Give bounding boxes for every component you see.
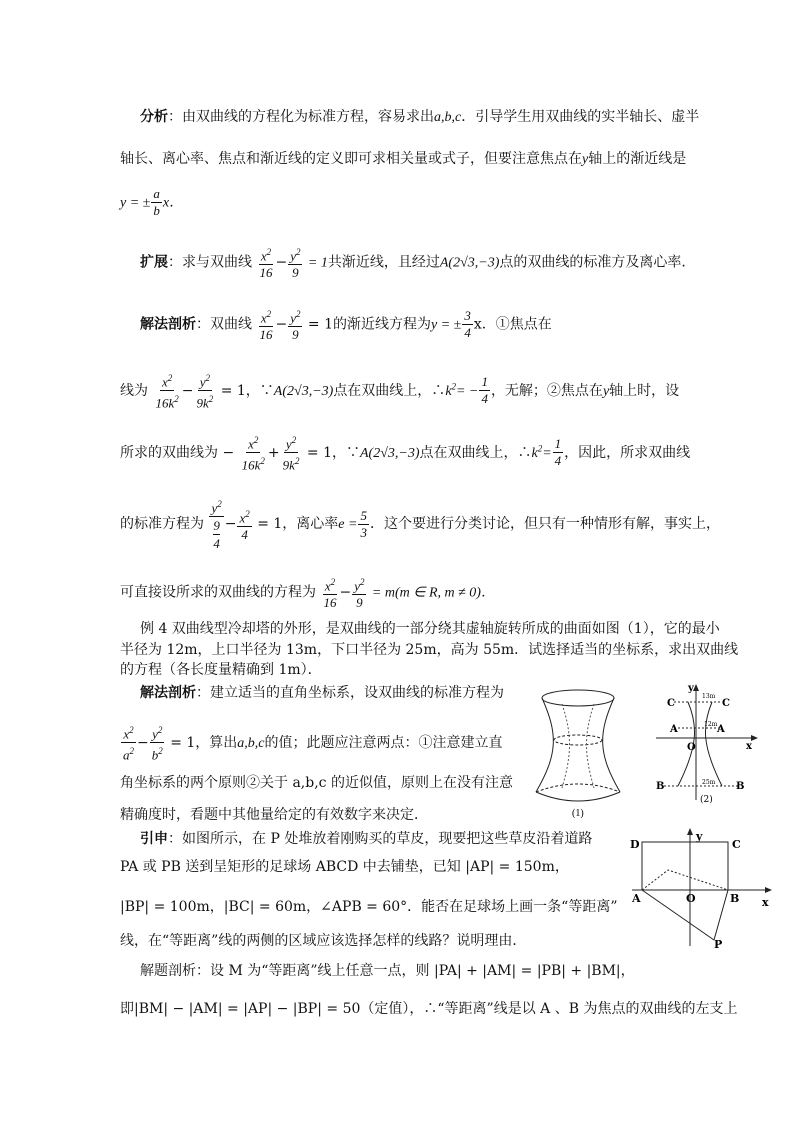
var: b <box>151 747 159 763</box>
math: $k^2$ <box>445 381 457 399</box>
example4-line-1: 例 4 双曲线型冷却塔的外形，是双曲线的一部分绕其虚轴旋转所成的曲面如图（1），它的最小 <box>140 621 720 637</box>
text: ．引导学生用双曲线的实半轴长、虚半 <box>461 109 700 125</box>
fraction <box>257 244 274 281</box>
math: a,b,c <box>237 735 265 751</box>
numerator: $y^2$ <box>284 432 298 453</box>
text: 可直接设所求的双曲线的方程为 <box>120 584 316 601</box>
fraction <box>240 432 267 474</box>
denominator: 4 <box>481 391 488 407</box>
solution2-label: 解法剖析 <box>140 685 196 701</box>
tower-coordinate-figure <box>650 682 762 806</box>
solution-line-2: 线为 $\frac{x^2}{16k^2}$ − $\frac{y^2}{9k^2}$ = 1，∵A(2√3,−3)点在双曲线上，$\therefore k^2=$ − $\frac{1}{4}$ ，无解；②焦点在y轴上时，设 <box>120 370 679 412</box>
label-a-left: A <box>670 724 678 735</box>
var: k <box>445 383 452 399</box>
solution-line-1: 解法剖析：双曲线 $\frac{x^2}{16}$ − $\frac{y^2}{9}$ = 1的渐近线方程为y = ± $\frac{3}{4}$ x．①焦点在 <box>140 306 552 343</box>
path-ap <box>642 890 714 940</box>
right-branch <box>705 702 722 786</box>
text: ，无解；②焦点在 <box>490 382 603 399</box>
text: ，因此，所求双曲线 <box>564 444 691 461</box>
math: A(2√3,−3) <box>359 445 420 461</box>
var: y <box>290 248 296 264</box>
numerator: 3 <box>464 308 471 324</box>
analysis2-line-2: 即|BM| − |AM| = |AP| − |BP| = 50（定值），∴“等距离”线是以 A 、B 为焦点的双曲线的左支上 <box>120 1001 738 1017</box>
numerator: $x^2$ <box>160 370 174 391</box>
denominator: 9 <box>292 265 299 281</box>
extension2-line-1 <box>140 830 592 848</box>
label-c: C <box>732 838 741 851</box>
solution2-line-4: 精确度时，看题中其他量给定的有效数字来决定． <box>120 807 428 823</box>
analysis2-line-1: 解题剖析：设 M 为“等距离”线上任意一点，则 |PA| + |AM| = |PB| + |BM|， <box>140 963 635 979</box>
math: y = ± <box>431 317 462 333</box>
denominator: 4 <box>554 453 562 469</box>
text: 点在双曲线上，∴ <box>419 444 532 461</box>
label-x: x <box>746 741 752 752</box>
text: ：求与双曲线 <box>168 254 252 271</box>
x-axis-arrow <box>765 887 772 893</box>
text: 线为 <box>120 382 148 399</box>
numerator: 1 <box>481 374 488 390</box>
text: = 1的渐近线方程为 <box>307 316 432 333</box>
extension2-line-4: 线，在“等距离”线的两侧的区域应该选择怎样的线路？说明理由． <box>120 933 527 949</box>
label-d: D <box>630 838 640 851</box>
fraction <box>150 722 165 764</box>
denominator <box>211 517 222 552</box>
fraction <box>352 574 366 611</box>
math: = m(m ∈ R, m ≠ 0)． <box>371 585 495 601</box>
denominator: 9 <box>292 327 299 343</box>
text: 点的双曲线的标准方及离心率． <box>499 254 696 271</box>
numerator: $x^2$ <box>259 306 273 327</box>
label-p: P <box>714 938 723 950</box>
solution-label: 解法剖析 <box>140 316 196 333</box>
example4-line-2: 半径为 12m，上口半径为 13m，下口半径为 25m，高为 55m．试选择适当的坐标系，求出双曲线 <box>120 642 739 658</box>
text: 的值；此题应注意两点：①注意建立直 <box>264 734 503 751</box>
fraction <box>281 432 302 474</box>
denominator: 16 <box>259 327 273 343</box>
label-a-right: A <box>717 724 725 735</box>
math: = 1 <box>307 255 328 271</box>
var: 16k <box>155 395 175 411</box>
text: x．①焦点在 <box>473 316 552 333</box>
extension2-label: 引申 <box>140 831 168 847</box>
text: 轴上时，设 <box>609 382 680 399</box>
numerator: $x^2$ <box>259 244 273 265</box>
text: 所求的双曲线为 − <box>120 444 235 461</box>
tower-right-edge <box>603 698 620 792</box>
var: 9k <box>196 395 209 411</box>
math: $k^2$ <box>531 443 543 461</box>
math: A(2√3,−3) <box>273 383 334 399</box>
solution-line-3 <box>120 432 690 474</box>
fraction <box>288 306 302 343</box>
x-axis-arrow <box>751 735 758 741</box>
fraction <box>153 370 180 412</box>
denominator: b <box>153 203 160 218</box>
inner-den: 4 <box>213 536 220 552</box>
denominator: $16k^2$ <box>155 394 179 411</box>
numerator: $y^2$ <box>352 574 366 595</box>
numerator: $y^2$ <box>150 722 164 743</box>
numerator: a <box>153 186 160 201</box>
y-axis-arrow <box>687 828 693 835</box>
fraction <box>321 574 338 611</box>
extension2-line-3: |BP| = 100m，|BC| = 60m，∠APB = 60°．能否在足球场上画一条“等距离” <box>120 899 618 915</box>
cooling-tower-figure <box>522 684 634 818</box>
fraction <box>151 186 162 219</box>
figure2-caption: (2) <box>700 795 713 805</box>
tower-bottom-back <box>536 784 620 792</box>
fraction <box>462 308 473 341</box>
label-y: y <box>696 830 703 843</box>
denominator: 9 <box>356 595 363 611</box>
fraction-compound <box>209 496 223 552</box>
bottom-radius-label: 25m <box>702 779 716 786</box>
analysis-line-1 <box>140 108 699 127</box>
fraction <box>288 244 302 281</box>
solution-line-5: 可直接设所求的双曲线的方程为 $\frac{x^2}{16}$ − $\frac{y^2}{9}$ = m(m ∈ R, m ≠ 0)． <box>120 574 495 611</box>
denominator: 16 <box>259 265 273 281</box>
denominator: $16k^2$ <box>241 456 265 473</box>
tower-inner-line <box>587 704 595 788</box>
path-bp <box>714 890 728 940</box>
denominator: $9k^2$ <box>282 456 300 473</box>
analysis-line-2 <box>120 150 686 169</box>
example4-line-3: 的方程（各长度量精确到 1m）． <box>120 662 322 678</box>
numerator: $x^2$ <box>323 574 337 595</box>
numerator: $y^2$ <box>209 496 223 517</box>
numerator: $x^2$ <box>237 506 251 527</box>
math: = − <box>456 383 479 399</box>
figure1-caption: (1) <box>572 808 584 818</box>
text: ：双曲线 <box>196 316 252 333</box>
fraction <box>553 436 564 469</box>
label-o: O <box>686 892 696 905</box>
tower-waist <box>554 735 602 745</box>
dashed-route <box>642 870 728 890</box>
numerator: 5 <box>360 507 367 523</box>
analysis-label: 分析 <box>140 109 168 125</box>
numerator: $y^2$ <box>198 370 212 391</box>
asymptote-formula <box>120 186 183 219</box>
fraction <box>257 306 274 343</box>
var: a <box>123 747 130 763</box>
tower-inner-line <box>562 704 570 788</box>
solution2-line-2: $\frac{x^2}{a^2}$ − $\frac{y^2}{b^2}$ = 1，算出a,b,c的值；此题应注意两点：①注意建立直 <box>120 722 503 764</box>
math: y <box>602 383 610 399</box>
denominator: 4 <box>241 526 248 542</box>
text: ．这个要进行分类讨论，但只有一种情形有解，事实上， <box>369 516 720 533</box>
math: x． <box>162 195 184 211</box>
math: = <box>542 445 552 461</box>
math: e = <box>338 517 358 533</box>
fraction <box>194 370 215 412</box>
text: 点在双曲线上，∴ <box>333 382 446 399</box>
text: ：由双曲线的方程化为标准方程，容易求出 <box>168 109 434 125</box>
extension2-line-2: PA 或 PB 送到呈矩形的足球场 ABCD 中去铺垫，已知 |AP| = 150m， <box>120 859 569 875</box>
text: ：建立适当的直角坐标系，设双曲线的标准方程为 <box>196 685 504 701</box>
label-b: B <box>730 892 740 905</box>
var: 9k <box>282 457 295 473</box>
mid-radius-label: 12m <box>704 721 718 728</box>
solution-line-4 <box>120 496 720 552</box>
var: x <box>260 248 267 264</box>
math: a,b,c <box>434 110 462 125</box>
denominator: 3 <box>360 524 367 540</box>
text: = 1，算出 <box>170 734 238 751</box>
text: − <box>224 516 237 533</box>
label-b-left: B <box>656 781 665 792</box>
denominator: $b^2$ <box>151 746 163 763</box>
text: 轴上的渐近线是 <box>588 151 687 167</box>
numerator: $x^2$ <box>121 722 135 743</box>
text: = 1，离心率 <box>257 516 339 533</box>
inner-num: 9 <box>213 518 220 534</box>
var: 16k <box>241 457 261 473</box>
text: = 1，∵ <box>306 444 360 461</box>
fraction <box>479 374 490 407</box>
label-y: y <box>688 683 694 694</box>
y-axis-arrow <box>693 684 699 691</box>
math: A(2√3,−3) <box>439 255 500 271</box>
solution2-line-3: 角坐标系的两个原则②关于 a,b,c 的近似值，原则上在没有注意 <box>120 775 513 791</box>
text: 的标准方程为 <box>120 516 204 533</box>
extension-label: 扩展 <box>140 254 168 271</box>
tower-left-edge <box>536 698 553 792</box>
numerator: $x^2$ <box>246 432 260 453</box>
denominator: $9k^2$ <box>196 394 214 411</box>
math: y <box>582 152 589 167</box>
top-radius-label: 13m <box>702 693 716 700</box>
label-x: x <box>762 896 769 909</box>
math: y = ± <box>120 195 151 211</box>
tower-top-rim <box>542 690 614 706</box>
label-o: O <box>687 742 696 753</box>
label-b-right: B <box>736 781 745 792</box>
denominator: 4 <box>464 325 471 341</box>
fraction <box>237 506 251 543</box>
label-c-left: C <box>667 698 675 709</box>
text: = 1，∵ <box>220 382 274 399</box>
label-c-right: C <box>722 698 730 709</box>
fraction <box>121 722 136 764</box>
text: 共渐近线，且经过 <box>327 254 440 271</box>
denominator: $a^2$ <box>123 746 134 763</box>
numerator: $y^2$ <box>288 306 302 327</box>
field-rectangle <box>642 842 728 890</box>
fraction <box>358 508 369 541</box>
numerator: 1 <box>554 436 562 452</box>
numerator: $y^2$ <box>288 244 302 265</box>
extension-line: 扩展：求与双曲线 $\frac{x^2}{16}$ − $\frac{y^2}{9}$ = 1共渐近线，且经过A(2√3,−3)点的双曲线的标准方及离心率． <box>140 244 695 281</box>
denominator: 16 <box>323 595 337 611</box>
label-a: A <box>632 892 641 905</box>
football-field-figure <box>628 826 778 950</box>
solution2-line-1 <box>140 684 504 702</box>
tower-bottom-front <box>536 792 620 801</box>
text: 轴长、离心率、焦点和渐近线的定义即可求相关量或式子，但要注意焦点在 <box>120 151 582 167</box>
text: + <box>267 444 280 461</box>
text: ：如图所示，在 P 处堆放着刚购买的草皮，现要把这些草皮沿着道路 <box>168 831 593 847</box>
